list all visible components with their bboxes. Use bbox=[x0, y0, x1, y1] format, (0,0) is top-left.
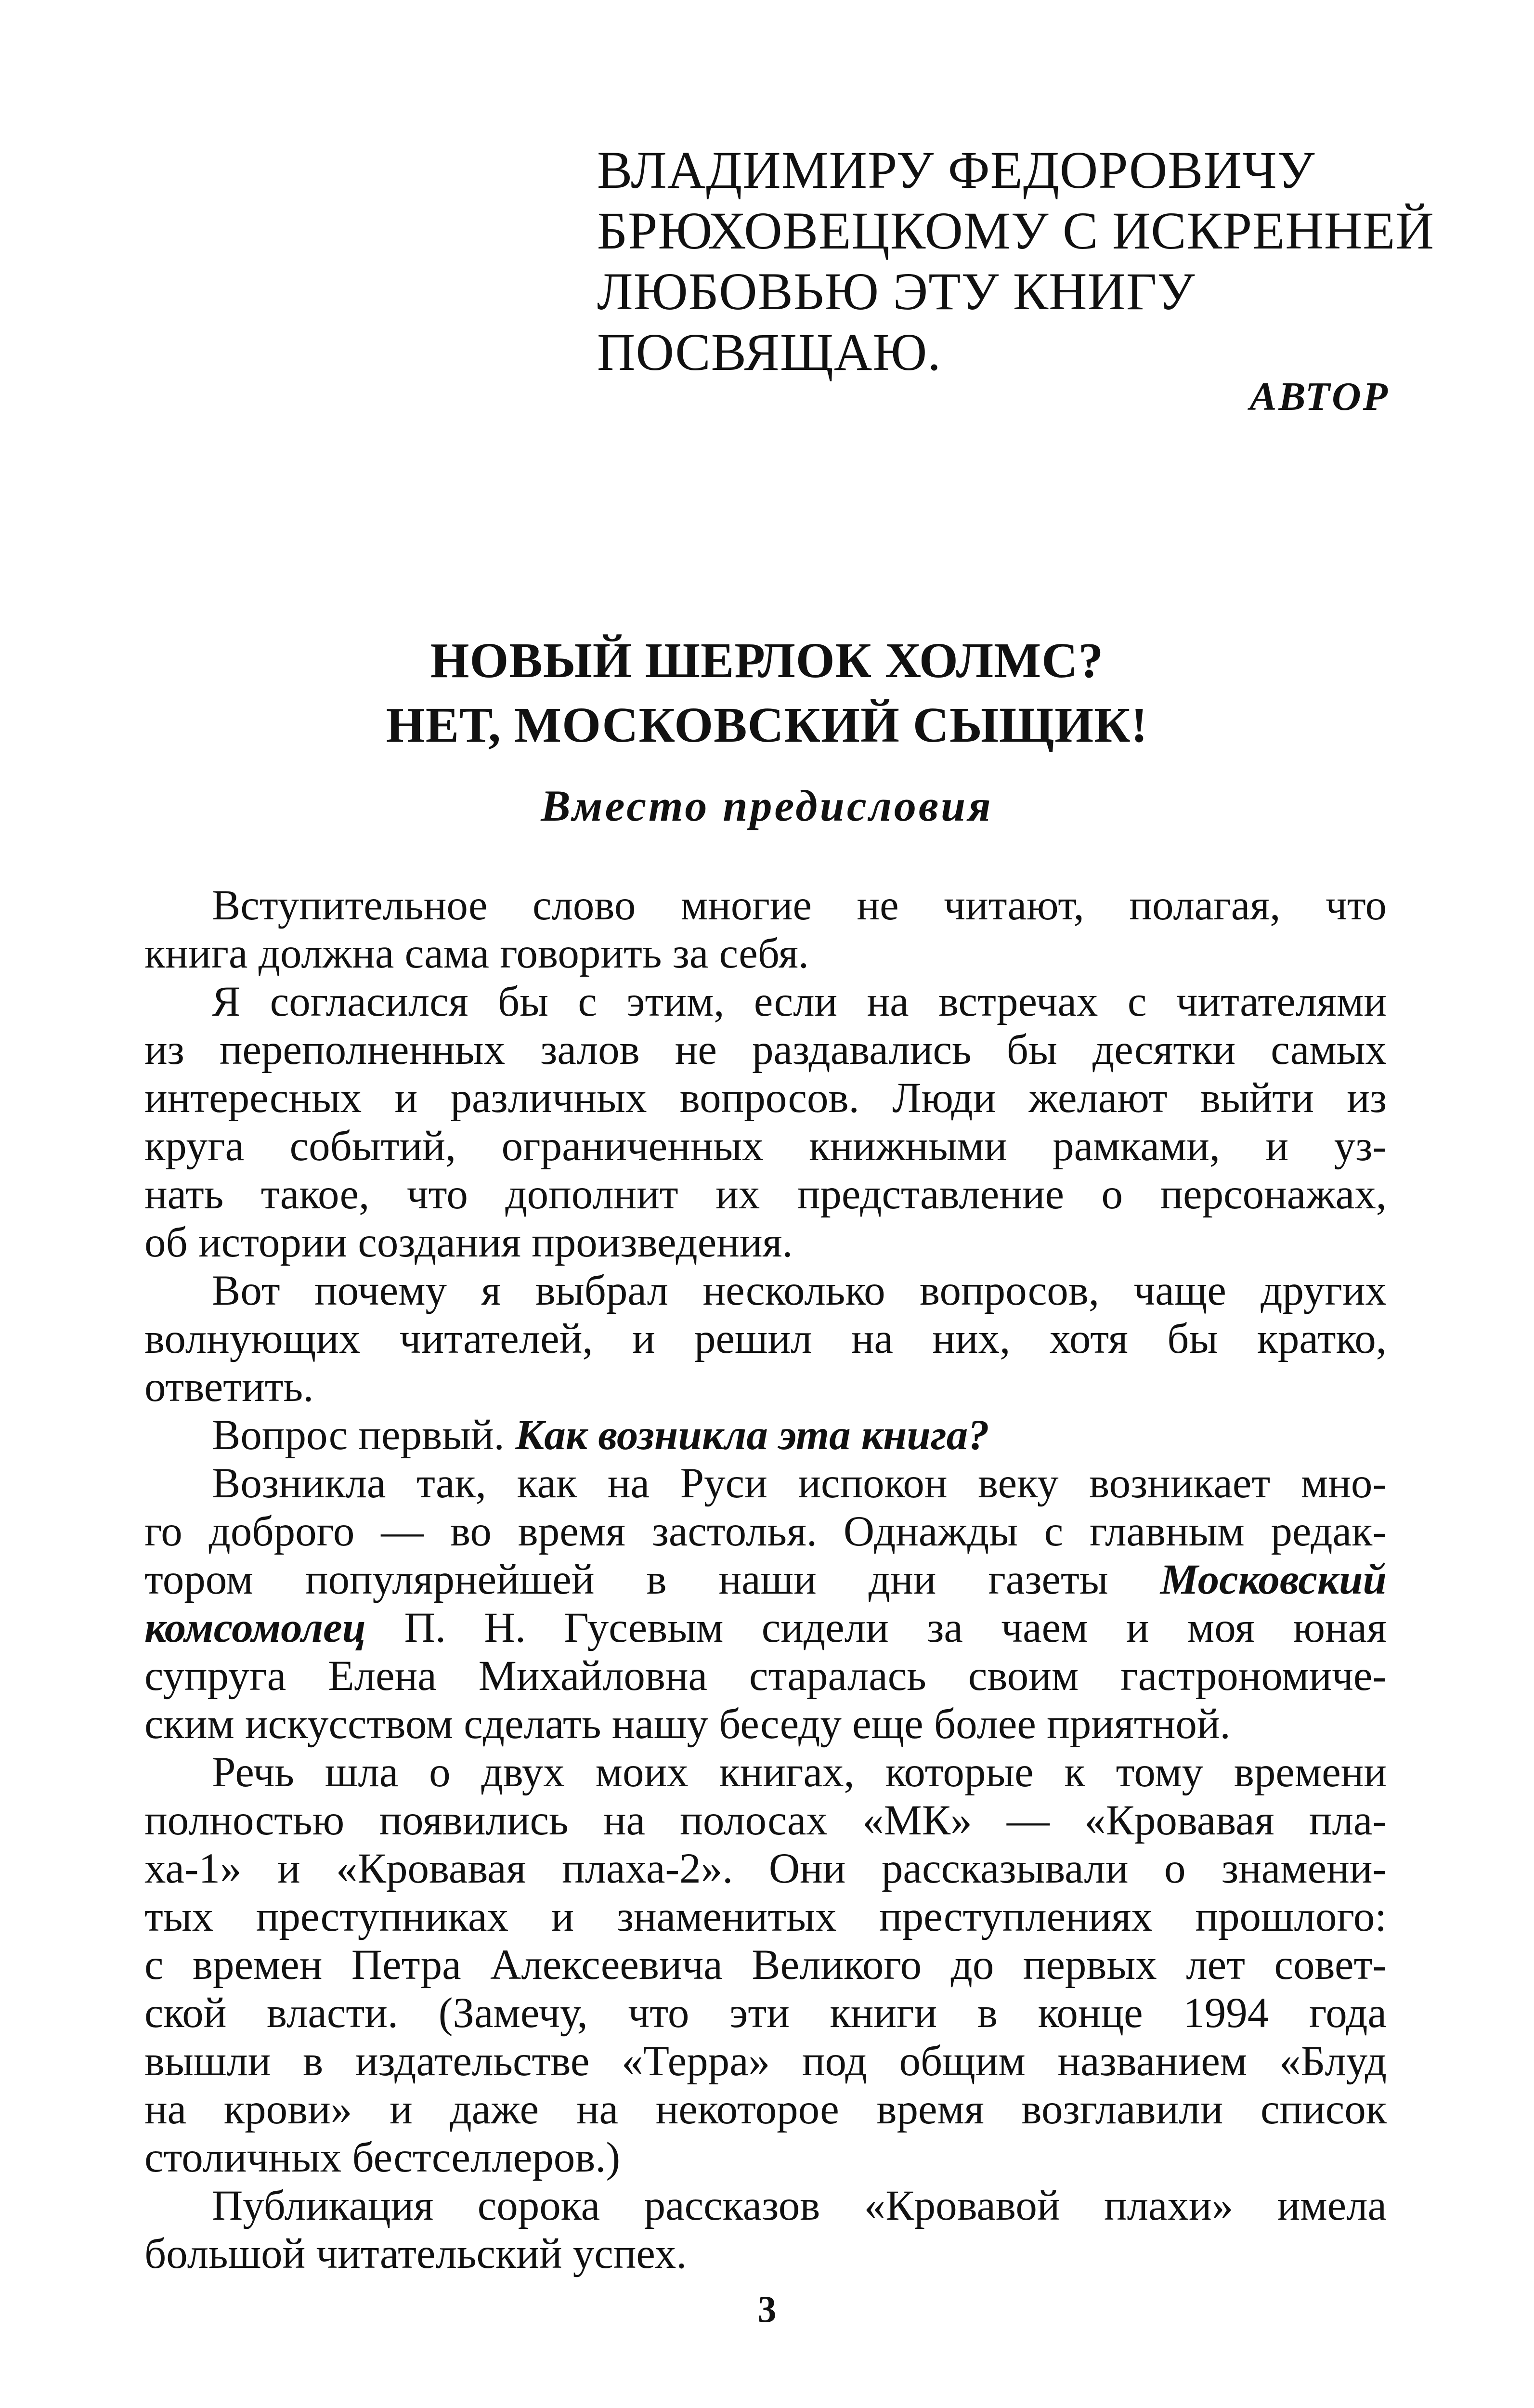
text-line: вышли в издательстве «Терра» под общим названием «Блуд bbox=[144, 2038, 1387, 2085]
text-line: столичных бестселлеров.) bbox=[144, 2134, 621, 2181]
text-line: из переполненных залов не раздавались бы десятки самых bbox=[144, 1026, 1387, 1073]
text-line: книга должна сама говорить за себя. bbox=[144, 930, 809, 977]
text-line: об истории создания произведения. bbox=[144, 1219, 793, 1266]
chapter-subtitle: Вместо предисловия bbox=[541, 781, 993, 830]
dedication bbox=[597, 140, 1434, 382]
text-line: Вступительное слово многие не читают, полагая, что bbox=[212, 882, 1387, 929]
text-line: с времен Петра Алексеевича Великого до первых лет совет- bbox=[144, 1941, 1387, 1989]
text-line: круга событий, ограниченных книжными рамками, и уз- bbox=[144, 1123, 1387, 1170]
text-line bbox=[144, 1604, 1387, 1652]
text-line: Речь шла о двух моих книгах, которые к тому времени bbox=[212, 1749, 1387, 1796]
question-text: Как возникла эта книга? bbox=[515, 1412, 989, 1459]
text-line: тых преступниках и знаменитых преступлениях прошлого: bbox=[144, 1893, 1387, 1940]
text-line: Возникла так, как на Руси испокон веку возникает мно- bbox=[212, 1460, 1387, 1507]
text-line: нать такое, что дополнит их представление о персонажах, bbox=[144, 1171, 1387, 1218]
text-line: волнующих читателей, и решил на них, хотя бы кратко, bbox=[144, 1315, 1387, 1362]
text-line: ответить. bbox=[144, 1363, 314, 1411]
chapter-title-line: НЕТ, МОСКОВСКИЙ СЫЩИК! bbox=[386, 697, 1148, 753]
text-line: большой читательский успех. bbox=[144, 2230, 687, 2277]
text-line: ха-1» и «Кровавая плаха-2». Они рассказывали о знамени- bbox=[144, 1845, 1387, 1892]
text-line bbox=[144, 1556, 1387, 1604]
dedication-line: ПОСВЯЩАЮ. bbox=[597, 323, 941, 381]
text-line: супруга Елена Михайловна старалась своим гастрономиче- bbox=[144, 1652, 1387, 1700]
chapter-title bbox=[0, 628, 1534, 758]
dedication-line: БРЮХОВЕЦКОМУ С ИСКРЕННЕЙ bbox=[597, 201, 1434, 260]
text-line: го доброго — во время застолья. Однажды с главным редак- bbox=[144, 1508, 1387, 1555]
text-line: Я согласился бы с этим, если на встречах с читателями bbox=[212, 978, 1387, 1025]
dedication-line: ВЛАДИМИРУ ФЕДОРОВИЧУ bbox=[597, 141, 1315, 199]
text-line: интересных и различных вопросов. Люди желают выйти из bbox=[144, 1074, 1387, 1122]
text-fragment: П. Н. Гусевым сидели за чаем и моя юная bbox=[404, 1604, 1387, 1651]
page-number: 3 bbox=[757, 2288, 777, 2330]
text-line: Публикация сорока рассказов «Кровавой плахи» имела bbox=[212, 2182, 1387, 2229]
newspaper-name-part: Московский bbox=[1160, 1556, 1387, 1603]
chapter-title-line: НОВЫЙ ШЕРЛОК ХОЛМС? bbox=[430, 633, 1104, 688]
question-label: Вопрос первый. bbox=[212, 1412, 505, 1459]
newspaper-name-part: комсомолец bbox=[144, 1604, 366, 1651]
text-line bbox=[144, 1411, 1387, 1459]
text-line: ским искусством сделать нашу беседу еще более приятной. bbox=[144, 1701, 1231, 1748]
dedication-line: ЛЮБОВЬЮ ЭТУ КНИГУ bbox=[597, 262, 1196, 321]
text-line: полностью появились на полосах «МК» — «Кровавая пла- bbox=[144, 1797, 1387, 1844]
body-text bbox=[144, 881, 1387, 2278]
text-fragment: тором популярнейшей в наши дни газеты bbox=[144, 1556, 1108, 1603]
text-line: на крови» и даже на некоторое время возглавили список bbox=[144, 2086, 1387, 2133]
dedication-author: АВТОР bbox=[1249, 374, 1390, 419]
text-line: Вот почему я выбрал несколько вопросов, чаще других bbox=[212, 1267, 1387, 1314]
text-line: ской власти. (Замечу, что эти книги в конце 1994 года bbox=[144, 1989, 1387, 2037]
